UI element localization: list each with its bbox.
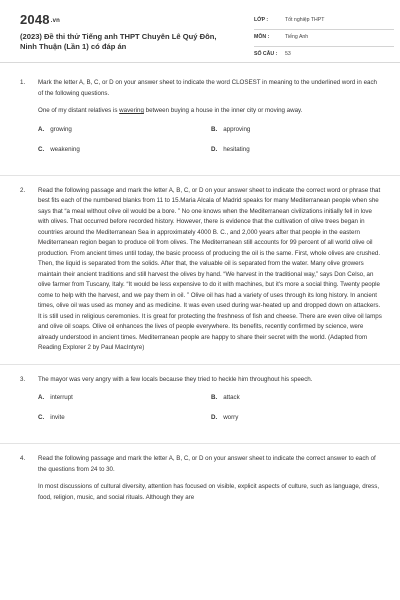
question-prompt: The mayor was very angry with a few locals because they tried to heckle him throughout his speech. [38, 375, 313, 383]
question-number: 4. [20, 455, 26, 462]
option-letter: A. [38, 394, 45, 401]
option-letter: B. [211, 125, 218, 133]
meta-info [254, 14, 394, 64]
option-a[interactable] [38, 125, 72, 136]
option-text: worry [223, 414, 239, 421]
question-prompt: Read the following passage and mark the letter A, B, C, or D on your answer sheet to indicate the correct answer to each of the questions from 24 to 30. [38, 455, 376, 473]
question-number: 2. [20, 186, 26, 194]
option-letter: A. [38, 125, 45, 133]
option-c[interactable] [38, 145, 80, 156]
underlined-word: wavering [119, 107, 144, 114]
sentence-text: between buying a house in the inner city or moving away. [143, 107, 303, 114]
question-3 [20, 375, 382, 434]
answer-options [38, 393, 382, 433]
meta-value: Tốt nghiệp THPT [285, 17, 325, 23]
meta-value: Tiếng Anh [285, 34, 309, 40]
question-number: 3. [20, 375, 26, 383]
option-letter: C. [38, 145, 45, 153]
meta-row-subject [254, 31, 394, 47]
question-list [0, 66, 400, 503]
option-text: attack [223, 394, 240, 401]
option-b[interactable] [211, 393, 240, 404]
option-c[interactable] [38, 413, 65, 424]
option-text: growing [50, 125, 72, 133]
option-text: weakening [50, 145, 80, 153]
divider [0, 175, 400, 176]
site-logo[interactable] [20, 12, 60, 27]
option-letter: D. [211, 145, 218, 153]
option-text: approving [223, 125, 251, 133]
option-text: invite [50, 414, 65, 421]
meta-key: MÔN : [254, 34, 270, 40]
document-header [0, 0, 400, 63]
question-1 [20, 78, 382, 165]
meta-value: 53 [285, 51, 291, 57]
logo-suffix: .vn [50, 17, 61, 24]
option-text: hesitating [223, 145, 250, 153]
meta-row-count [254, 48, 394, 63]
question-2 [20, 186, 382, 354]
question-number: 1. [20, 79, 26, 86]
meta-key: SỐ CÂU : [254, 51, 278, 57]
question-4 [20, 454, 382, 503]
sentence-text: One of my distant relatives is [38, 107, 120, 114]
meta-row-class [254, 14, 394, 30]
option-text: interrupt [50, 394, 73, 401]
divider [0, 443, 400, 444]
option-d[interactable] [211, 145, 250, 156]
question-prompt: Mark the letter A, B, C, or D on your answer sheet to indicate the word CLOSEST in meaning to the underlined word in each of the following questions. [38, 79, 378, 97]
option-letter: B. [211, 394, 218, 401]
option-letter: D. [211, 414, 218, 421]
page-title: (2023) Đề thi thử Tiếng anh THPT Chuyên Lê Quý Đôn, Ninh Thuận (Lần 1) có đáp án [20, 32, 217, 51]
meta-key: LỚP : [254, 17, 269, 23]
answer-options [38, 125, 382, 165]
option-letter: C. [38, 414, 45, 421]
divider [0, 364, 400, 365]
option-b[interactable] [211, 125, 250, 136]
question-passage: Read the following passage and mark the letter A, B, C, or D on your answer sheet to indicate the correct word or phrase that best fits each of the numbered blanks from 11 to 15.Maria Alcala of Madrid speaks for many Mediterranean people when she says that “a meal without olive oil would be a bore. ” No one knows when the Mediterranean civilizations initially fell in love with olives. That occurred before recorded history. However, there is evidence that the cultivation of olive trees began in countries around the Mediterranean Sea in approximately 4000 B. C., and 2,000 years after that people in the eastern Mediterranean region began to produce oil from olives. The Mediterranean still accounts for 99 percent of all world olive oil production. From ancient times until today, the basic process of producing the oil is the same. First, whole olives are crushed. Then, the liquid is separated from the solids. After that, the valuable oil is separated from the water. Many olive growers maintain their ancient traditions and still harvest the olives by hand. “We harvest in the traditional way,” says Don Celso, an olive farmer from Tuscany, Italy. “It would be less expensive to do it with machines, but it's more a social thing. Twenty people come to help with the harvest, and we pay them in oil. ” Olive oil has had a variety of uses through its long history. In ancient times, olive oil was used as money and as medicine. It was even used during war-heated up and dropped down on attackers. It is still used in religious ceremonies. It is great for protecting the freshness of fish and cheese. There are even olive oil lamps and olive oil soaps. Olive oil enhances the lives of people everywhere. Its benefits, recently confirmed by science, were already understood in ancient times. Mediterranean people are happy to share their secret with the world. (Adapted from Reading Explorer 2 by Paul MacIntyre) [38, 186, 382, 351]
logo-text: 2048 [20, 12, 50, 27]
option-a[interactable] [38, 393, 73, 404]
question-sentence [38, 106, 382, 117]
option-d[interactable] [211, 413, 238, 424]
question-passage: In most discussions of cultural diversity, attention has focused on visible, explicit aspects of culture, such as language, dress, food, religion, music, and social rituals. Although they are [38, 483, 380, 501]
